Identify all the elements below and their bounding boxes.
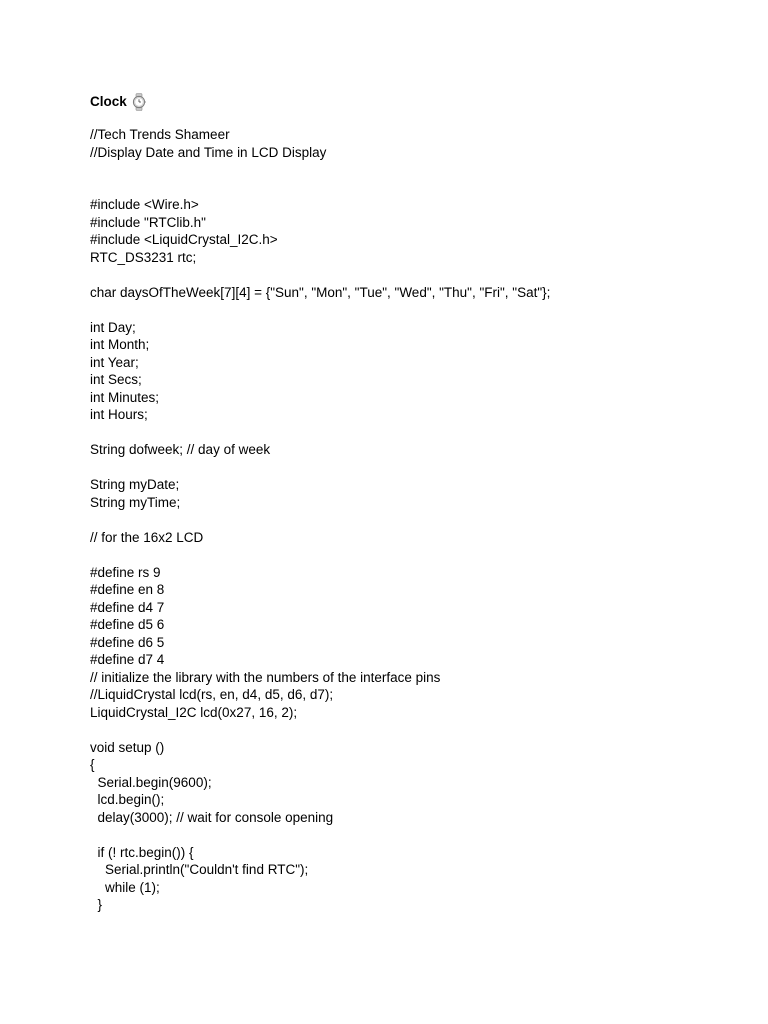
code-line: int Secs; [90,372,142,387]
code-line: //Tech Trends Shameer [90,127,230,142]
code-line: #define d5 6 [90,617,165,632]
code-line: int Year; [90,354,139,370]
code-line [90,161,730,179]
code-line [90,301,730,319]
code-line: if (! rtc.begin()) { [90,844,194,860]
code-line: // for the 16x2 LCD [90,529,204,545]
code-line: Serial.begin(9600); [90,774,212,790]
code-line: #define d4 7 [90,599,165,615]
code-line: } [90,897,103,912]
code-line: #include "RTClib.h" [90,214,206,230]
code-line: //LiquidCrystal lcd(rs, en, d4, d5, d6, d7); [90,687,334,702]
code-line: #define d6 5 [90,634,165,650]
code-line: #define en 8 [90,582,165,597]
code-line: int Month; [90,337,150,352]
code-line: String dofweek; // day of week [90,442,271,457]
code-line [90,546,730,564]
code-line: while (1); [90,879,160,895]
code-line: #define d7 4 [90,652,165,667]
code-line: #include <LiquidCrystal_I2C.h> [90,232,278,247]
code-line: // initialize the library with the numbers of the interface pins [90,669,441,685]
code-line: { [90,757,95,772]
code-line [90,266,730,284]
code-line [90,511,730,529]
code-line: #define rs 9 [90,564,161,580]
code-line: //Display Date and Time in LCD Display [90,144,327,160]
code-listing [90,126,730,914]
code-line: String myTime; [90,494,181,510]
code-line [90,826,730,844]
code-line: delay(3000); // wait for console opening [90,809,334,825]
code-line: lcd.begin(); [90,792,165,807]
code-line [90,179,730,197]
watch-icon [132,93,146,111]
code-line [90,721,730,739]
code-line: int Hours; [90,407,148,422]
code-line: int Day; [90,319,136,335]
code-line: #include <Wire.h> [90,197,199,212]
code-line: String myDate; [90,477,180,492]
document-content [90,92,730,914]
code-line: int Minutes; [90,389,160,405]
code-line: void setup () [90,739,165,755]
code-line [90,459,730,477]
code-line: RTC_DS3231 rtc; [90,249,197,265]
document-title-row [90,92,730,111]
code-line: Serial.println("Couldn't find RTC"); [90,862,309,877]
code-line [90,424,730,442]
code-line: LiquidCrystal_I2C lcd(0x27, 16, 2); [90,704,298,720]
code-line: char daysOfTheWeek[7][4] = {"Sun", "Mon", "Tue", "Wed", "Thu", "Fri", "Sat"}; [90,284,551,300]
document-title: Clock [90,94,127,109]
